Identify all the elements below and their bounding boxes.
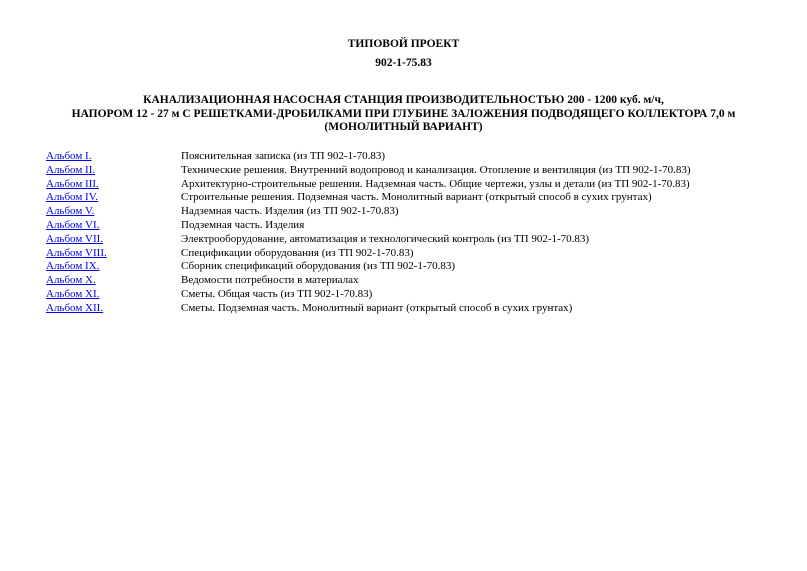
album-link[interactable]: Альбом X. [46,274,96,287]
album-row [46,191,786,205]
album-description: Строительные решения. Подземная часть. Монолитный вариант (открытый способ в сухих грунтах) [181,191,652,204]
album-row [46,205,786,219]
album-link[interactable]: Альбом XII. [46,301,104,314]
album-link[interactable]: Альбом IX. [46,260,100,273]
album-row [46,178,786,192]
album-link[interactable]: Альбом II. [46,163,96,176]
album-row [46,150,786,164]
album-row [46,219,786,233]
album-description: Сборник спецификаций оборудования (из ТП 902-1-70.83) [181,260,456,273]
album-description: Сметы. Подземная часть. Монолитный вариант (открытый способ в сухих грунтах) [181,301,573,314]
album-description: Пояснительная записка (из ТП 902-1-70.83) [181,150,386,162]
album-description: Спецификации оборудования (из ТП 902-1-70.83) [181,246,414,259]
album-link[interactable]: Альбом V. [46,205,95,218]
project-title-line-2: НАПОРОМ 12 - 27 м С РЕШЕТКАМИ-ДРОБИЛКАМИ ПРИ ГЛУБИНЕ ЗАЛОЖЕНИЯ ПОДВОДЯЩЕГО КОЛЛЕКТОРА 7,0 м [71,107,736,120]
album-row [46,302,786,316]
project-title [0,94,807,135]
album-row [46,288,786,302]
album-description: Ведомости потребности в материалах [181,274,359,287]
album-link[interactable]: Альбом I. [46,150,92,162]
album-row [46,233,786,247]
doc-type-heading: ТИПОВОЙ ПРОЕКТ [347,38,460,50]
album-description: Сметы. Общая часть (из ТП 902-1-70.83) [181,287,373,300]
doc-number-heading: 902-1-75.83 [375,57,432,69]
album-link[interactable]: Альбом VII. [46,232,104,245]
album-link[interactable]: Альбом III. [46,177,99,190]
album-link[interactable]: Альбом VI. [46,218,100,231]
album-row [46,274,786,288]
album-description: Электрооборудование, автоматизация и технологический контроль (из ТП 902-1-70.83) [181,232,590,245]
project-title-line-1: КАНАЛИЗАЦИОННАЯ НАСОСНАЯ СТАНЦИЯ ПРОИЗВОДИТЕЛЬНОСТЬЮ 200 - 1200 куб. м/ч, [143,94,664,106]
album-description: Технические решения. Внутренний водопровод и канализация. Отопление и вентиляция (из ТП 902-1-70.83) [181,163,691,176]
album-link[interactable]: Альбом VIII. [46,246,107,259]
album-list [46,150,786,316]
project-title-line-3: (МОНОЛИТНЫЙ ВАРИАНТ) [324,121,483,133]
album-row [46,164,786,178]
album-link[interactable]: Альбом IV. [46,191,98,204]
album-row [46,260,786,274]
album-row [46,247,786,261]
album-link[interactable]: Альбом XI. [46,287,100,300]
album-description: Надземная часть. Изделия (из ТП 902-1-70.83) [181,205,399,218]
album-description: Подземная часть. Изделия [181,218,305,231]
album-description: Архитектурно-строительные решения. Надземная часть. Общие чертежи, узлы и детали (из ТП 902-1-70.83) [181,177,690,190]
